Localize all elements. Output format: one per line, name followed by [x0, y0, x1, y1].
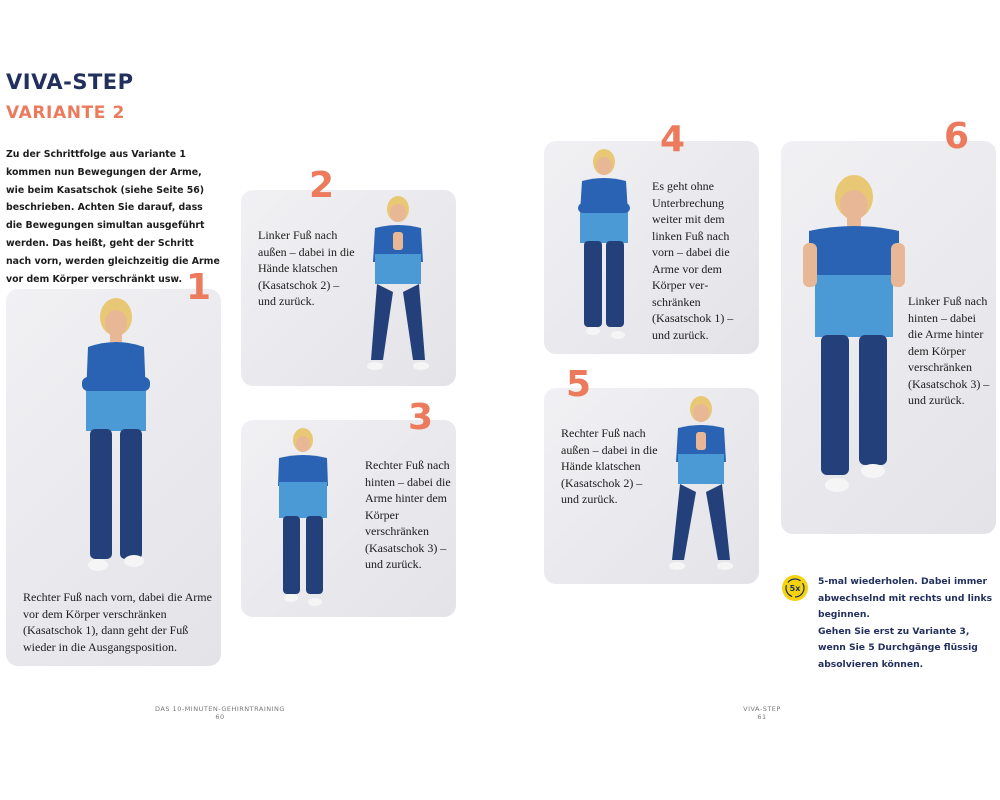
step-6-card — [781, 116, 996, 534]
step-number: 2 — [309, 165, 335, 206]
person-clapping-illustration — [666, 396, 736, 576]
chapter-title: VIVA-STEP — [743, 705, 781, 713]
right-page-footer — [662, 705, 862, 721]
repeat-badge-icon — [782, 575, 808, 601]
person-arms-behind-illustration — [799, 173, 909, 503]
step-description: Linker Fuß nach außen – dabei in die Hände klatschen (Kasatschok 2) – und zurück. — [258, 228, 355, 308]
step-number: 4 — [660, 119, 686, 160]
intro-paragraph: Zu der Schrittfolge aus Variante 1 kommen nun Bewegungen der Arme, wie beim Kasatschok (siehe Seite 56) beschrieben. Achten Sie darauf, dass die Bewegungen simultan ausgeführt werden. Das heißt, geht der Schritt nach vorn, werden gleichzeitig die Arme vor dem Körper verschränkt usw. — [6, 149, 220, 285]
step-description: Rechter Fuß nach vorn, dabei die Arme vor dem Körper verschränken (Kasatschok 1), dann geht der Fuß wieder in die Ausgangsposition. — [23, 590, 212, 654]
person-arms-behind-illustration — [273, 428, 333, 613]
step-number: 1 — [186, 267, 212, 308]
step-4-card — [544, 119, 759, 354]
step-number: 6 — [944, 116, 970, 157]
step-1-card — [6, 267, 221, 666]
left-page-footer — [120, 705, 320, 721]
repeat-text: 5-mal wiederholen. Dabei immer abwechselnd mit rechts und links beginnen. — [818, 576, 993, 620]
page-number: 61 — [757, 713, 767, 721]
step-description: Rechter Fuß nach hinten – dabei die Arme hinter dem Körper verschränken (Kasatschok 3) – und zurück. — [365, 458, 451, 571]
person-clapping-illustration — [363, 196, 433, 376]
step-description: Linker Fuß nach hinten – dabei die Arme hinter dem Körper verschränken (Kasatschok 3) – und zurück. — [908, 294, 990, 407]
step-5-card — [544, 364, 759, 584]
step-2-card — [241, 165, 456, 386]
person-arms-crossed-illustration — [574, 149, 634, 349]
variant-subtitle: VARIANTE 2 — [6, 103, 125, 123]
step-description: Es geht ohne Unterbrechung weiter mit dem linken Fuß nach vorn – dabei die Arme vor dem Körper verschränken (Kasatschok 1) – und zurück. — [652, 179, 734, 342]
step-number: 3 — [408, 397, 434, 438]
page-number: 60 — [215, 713, 225, 721]
repeat-badge-label: 5x — [789, 584, 801, 593]
page-title: VIVA-STEP — [6, 70, 134, 94]
step-description: Rechter Fuß nach außen – dabei in die Hände klatschen (Kasatschok 2) – und zurück. — [561, 426, 658, 506]
step-number: 5 — [566, 364, 592, 405]
repeat-instructions — [818, 574, 998, 673]
next-variant-text: Gehen Sie erst zu Variante 3, wenn Sie 5 Durchgänge flüssig absolvieren können. — [818, 625, 978, 670]
person-arms-crossed-illustration — [76, 297, 156, 587]
step-3-card — [241, 397, 456, 617]
book-title: DAS 10-MINUTEN-GEHIRNTRAINING — [155, 705, 285, 713]
